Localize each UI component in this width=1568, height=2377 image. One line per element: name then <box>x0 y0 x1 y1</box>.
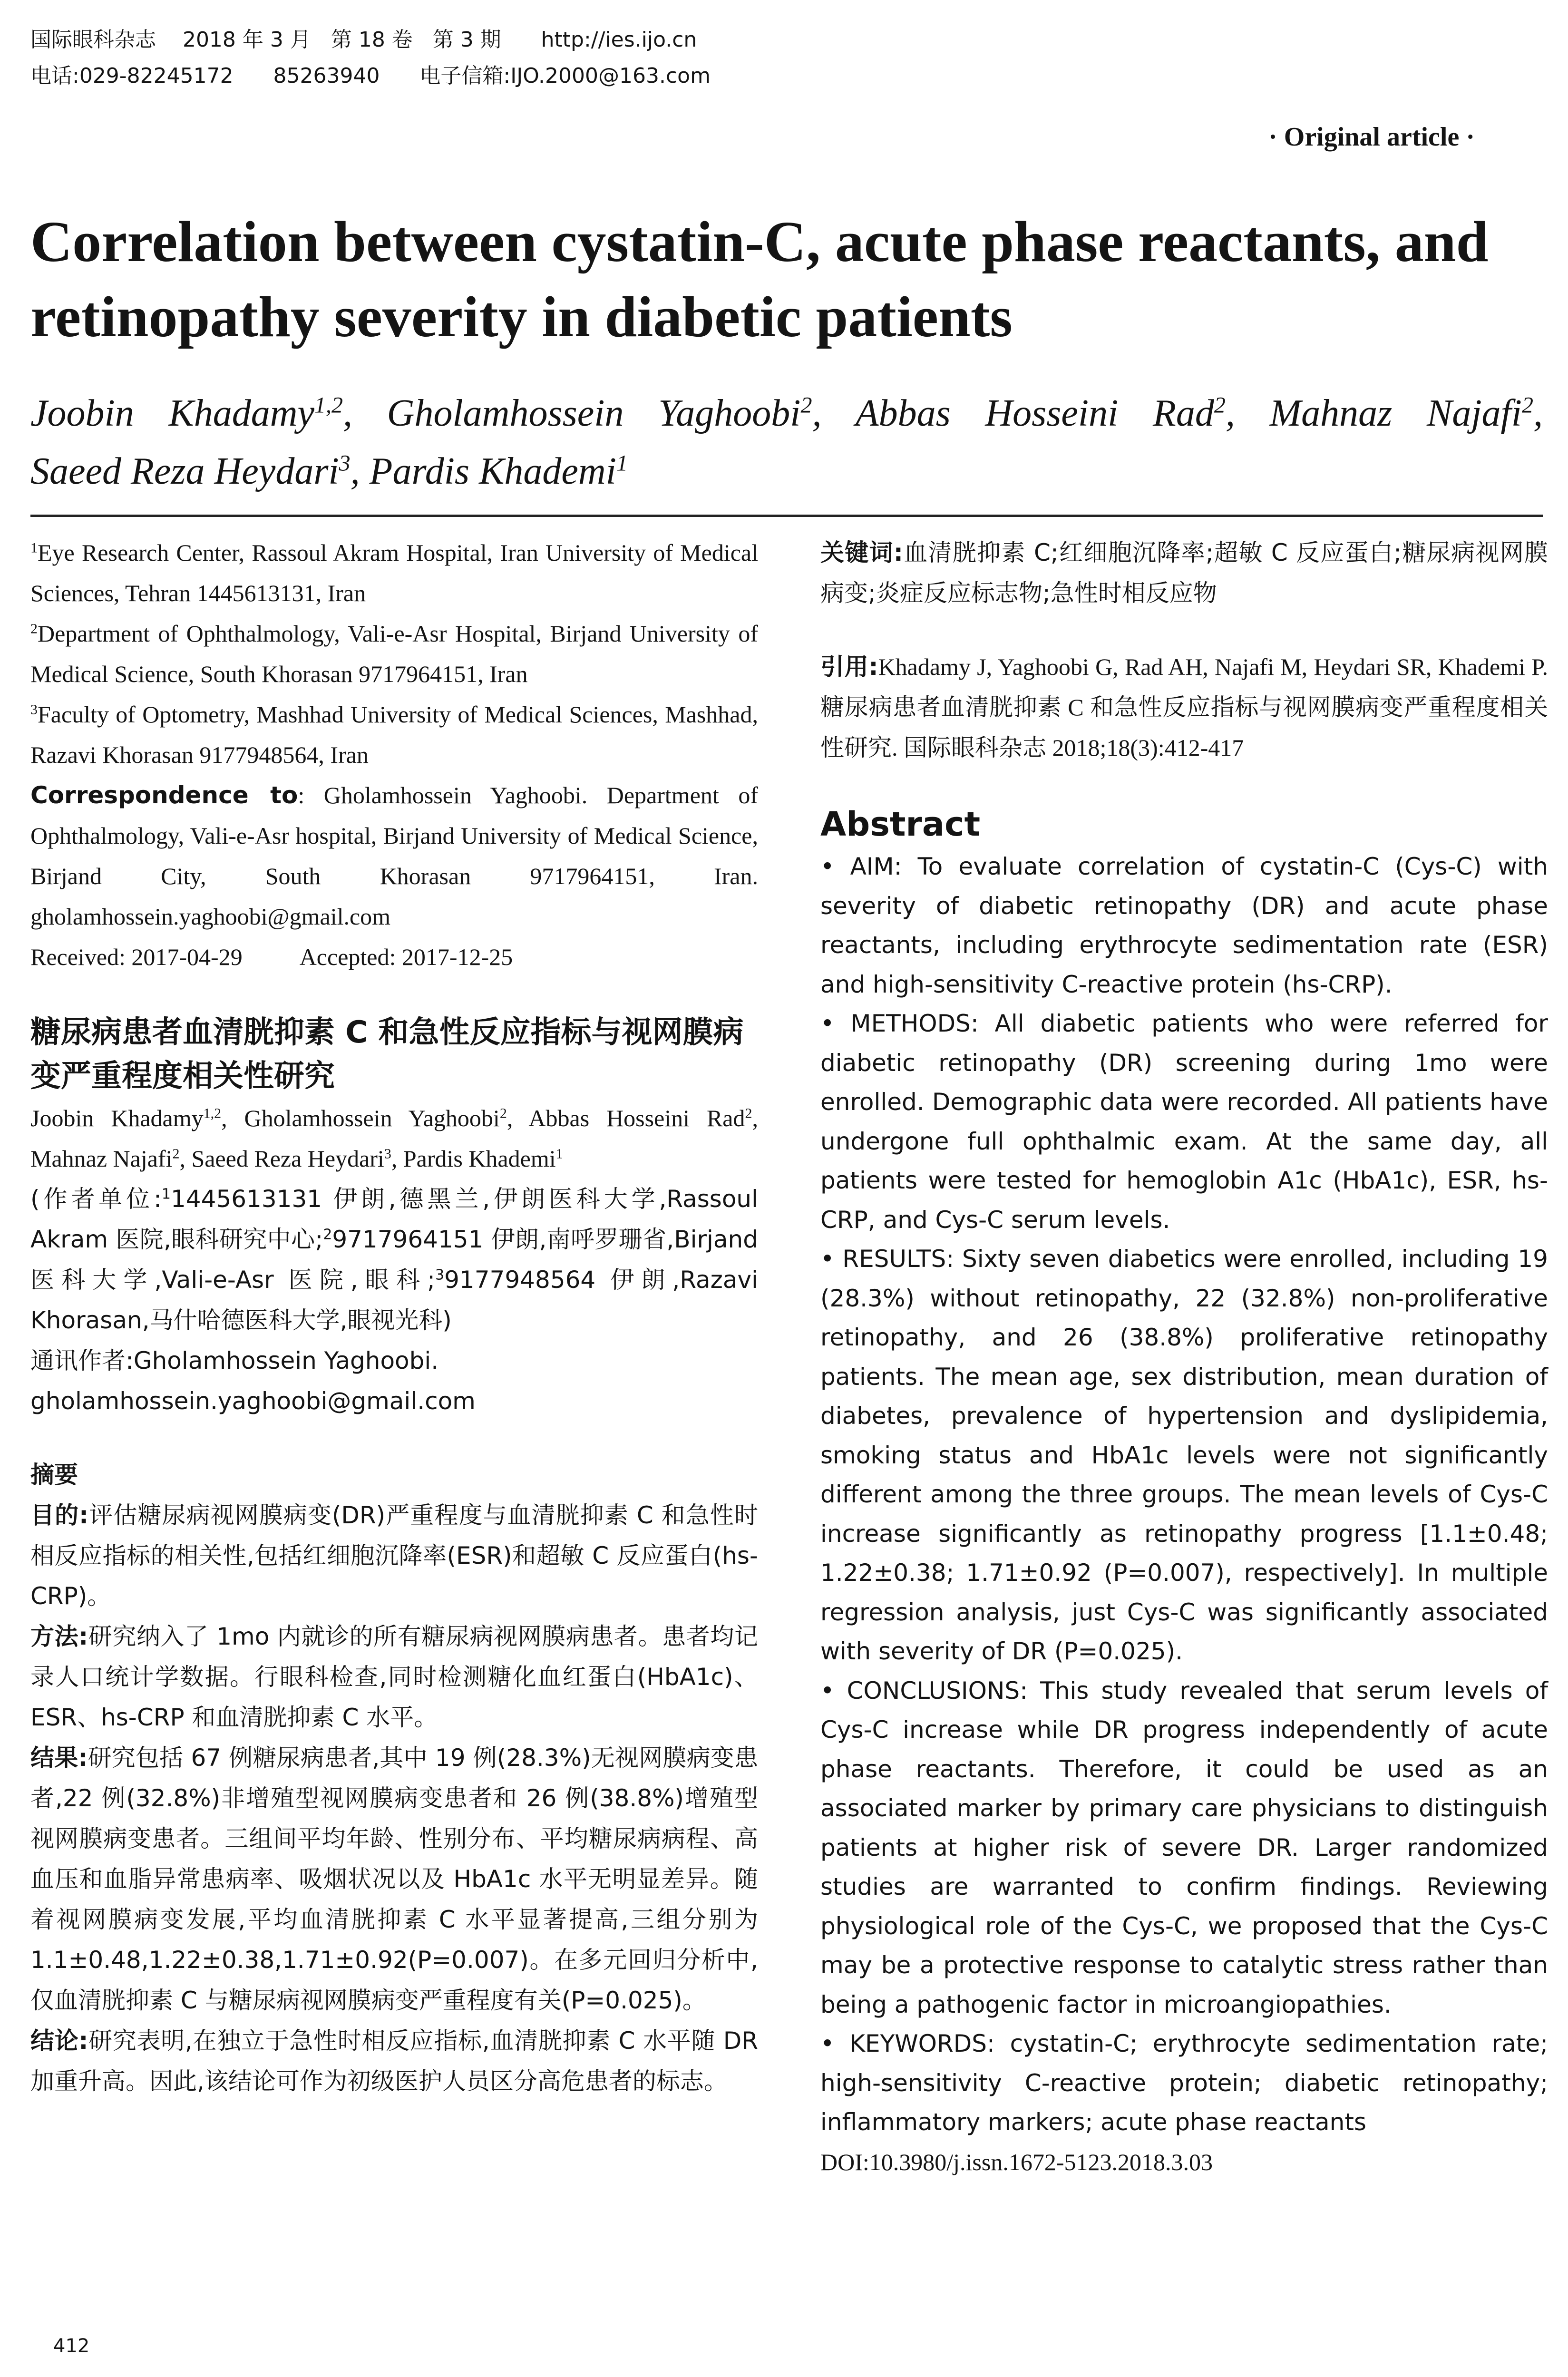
chinese-keywords: 关键词:血清胱抑素 C;红细胞沉降率;超敏 C 反应蛋白;糖尿病视网膜病变;炎症反应标志物;急性时相反应物 <box>820 539 1548 607</box>
correspondence-label: Correspondence to <box>30 781 298 809</box>
affiliation-2: $^2$Department of Ophthalmology, Vali-e-Asr Hospital, Birjand University of Medical Science, South Khorasan 9717964151, Iran <box>30 620 758 687</box>
doi: DOI:10.3980/j.issn.1672-5123.2018.3.03 <box>820 2148 1213 2175</box>
article-type-label: · Original article · <box>1268 122 1475 152</box>
received-date: Received: 2017-04-29 <box>30 944 243 970</box>
chinese-correspondence: 通讯作者:Gholamhossein Yaghoobi. gholamhossein.yaghoobi@gmail.com <box>30 1347 476 1415</box>
journal-header-line-2: 电话:029-82245172 85263940 电子信箱:IJO.2000@163.com <box>30 64 711 88</box>
abstract-heading: Abstract <box>820 805 981 844</box>
author-list-line-1: Joobin Khadamy$^{1,2}$, Gholamhossein Yaghoobi$^2$, Abbas Hosseini Rad$^2$, Mahnaz Najafi$^2$, <box>30 392 1543 434</box>
abstract-conclusions: • CONCLUSIONS: This study revealed that serum levels of Cys-C increase while DR progress independently of acute phase reactants. Therefore, it could be used as an associated marker by primary care physicians to distinguish patients at higher risk of severe DR. Larger randomized studies are warranted to confirm findings. Reviewing physiological role of the Cys-C, we proposed that the Cys-C may be a protective response to catalytic stress rather than being a pathogenic factor in microangiopathies. <box>820 1676 1548 2018</box>
chinese-author-list: Joobin Khadamy$^{1,2}$, Gholamhossein Yaghoobi$^2$, Abbas Hosseini Rad$^2$, Mahnaz Najafi$^2$, Saeed Reza Heydari$^3$, Pardis Khademi$^1$ <box>30 1105 759 1172</box>
chinese-conclusions: 结论:研究表明,在独立于急性时相反应指标,血清胱抑素 C 水平随 DR 加重升高。因此,该结论可作为初级医护人员区分高危患者的标志。 <box>30 2027 759 2095</box>
correspondence <box>30 775 758 937</box>
chinese-aim: 目的:评估糖尿病视网膜病变(DR)严重程度与血清胱抑素 C 和急性时相反应指标的相关性,包括红细胞沉降率(ESR)和超敏 C 反应蛋白(hs-CRP)。 <box>30 1501 758 1610</box>
accepted-date: Accepted: 2017-12-25 <box>299 944 513 970</box>
correspondence-text: : Gholamhossein Yaghoobi. Department of Ophthalmology, Vali-e-Asr hospital, Birjand University of Medical Science, Birjand City, South Khorasan 9717964151, Iran. gholamhossein.yaghoobi@gmail.com <box>30 782 758 930</box>
citation-label: 引用: <box>820 653 878 681</box>
abstract-aim: • AIM: To evaluate correlation of cystatin-C (Cys-C) with severity of diabetic retinopathy (DR) and acute phase reactants, including erythrocyte sedimentation rate (ESR) and high-sensitivity C-reactive protein (hs-CRP). <box>820 853 1548 998</box>
abstract-results: • RESULTS: Sixty seven diabetics were enrolled, including 19 (28.3%) without retinopathy, 22 (32.8%) non-proliferative retinopathy, and 26 (38.8%) proliferative retinopathy patients. The mean age, sex distribution, mean duration of diabetes, prevalence of hypertension and dyslipidemia, smoking status and HbA1c levels were not significantly different among the three groups. The mean levels of Cys-C increase significantly as retinopathy progress [1.1±0.48; 1.22±0.38; 1.71±0.92 (P=0.007), respectively]. In multiple regression analysis, just Cys-C was significantly associated with severity of DR (P=0.025). <box>820 1245 1548 1665</box>
journal-header-line-1: 国际眼科杂志 2018 年 3 月 第 18 卷 第 3 期 http://ies.ijo.cn <box>30 28 697 52</box>
abstract-methods: • METHODS: All diabetic patients who were referred for diabetic retinopathy (DR) screening during 1mo were enrolled. Demographic data were recorded. All patients have undergone full ophthalmic exam. At the same day, all patients were tested for hemoglobin A1c (HbA1c), ESR, hs-CRP, and Cys-C serum levels. <box>820 1010 1548 1234</box>
chinese-title: 糖尿病患者血清胱抑素 C 和急性反应指标与视网膜病变严重程度相关性研究 <box>30 1015 744 1094</box>
left-column <box>30 533 758 2102</box>
citation: 引用:Khadamy J, Yaghoobi G, Rad AH, Najafi M, Heydari SR, Khademi P. 糖尿病患者血清胱抑素 C 和急性反应指标与视网膜病变严重程度相关性研究. 国际眼科杂志 2018;18(3):412-417 <box>820 653 1549 761</box>
affiliation-3: $^3$Faculty of Optometry, Mashhad University of Medical Sciences, Mashhad, Razavi Khorasan 9177948564, Iran <box>30 701 758 768</box>
affiliation-1: $^1$Eye Research Center, Rassoul Akram Hospital, Iran University of Medical Sciences, Tehran 1445613131, Iran <box>30 539 758 606</box>
article-title: Correlation between cystatin-C, acute phase reactants, and retinopathy severity in diabetic patients <box>30 210 1489 349</box>
chinese-abstract-heading: 摘要 <box>30 1461 78 1489</box>
chinese-results: 结果:研究包括 67 例糖尿病患者,其中 19 例(28.3%)无视网膜病变患者,22 例(32.8%)非增殖型视网膜病变患者和 26 例(38.8%)增殖型视网膜病变患者。三组间平均年龄、性别分布、平均糖尿病病程、高血压和血脂异常患病率、吸烟状况以及 HbA1c 水平无明显差异。随着视网膜病变发展,平均血清胱抑素 C 水平显著提高,三组分别为 1.1±0.48,1.22±0.38,1.71±0.92(P=0.007)。在多元回归分析中,仅血清胱抑素 C 与糖尿病视网膜病变严重程度有关(P=0.025)。 <box>30 1744 758 2014</box>
abstract-keywords: • KEYWORDS: cystatin-C; erythrocyte sedimentation rate; high-sensitivity C-reactive protein; diabetic retinopathy; inflammatory markers; acute phase reactants <box>820 2030 1548 2136</box>
dates <box>30 937 758 977</box>
chinese-affiliations: (作者单位:$^1$1445613131 伊朗,德黑兰,伊朗医科大学,Rassoul Akram 医院,眼科研究中心;$^2$9717964151 伊朗,南呼罗珊省,Birjand 医科大学,Vali-e-Asr 医院,眼科;$^3$9177948564 伊朗,Razavi Khorasan,马什哈德医科大学,眼视光科) <box>30 1185 758 1334</box>
page-number: 412 <box>53 2335 90 2357</box>
author-list-line-2: Saeed Reza Heydari$^3$, Pardis Khademi$^1$ <box>30 450 628 492</box>
right-column <box>820 533 1548 2182</box>
chinese-methods: 方法:研究纳入了 1mo 内就诊的所有糖尿病视网膜病患者。患者均记录人口统计学数据。行眼科检查,同时检测糖化血红蛋白(HbA1c)、ESR、hs-CRP 和血清胱抑素 C 水平。 <box>30 1623 758 1731</box>
chinese-keywords-label: 关键词: <box>820 539 903 566</box>
title-divider <box>30 515 1543 517</box>
